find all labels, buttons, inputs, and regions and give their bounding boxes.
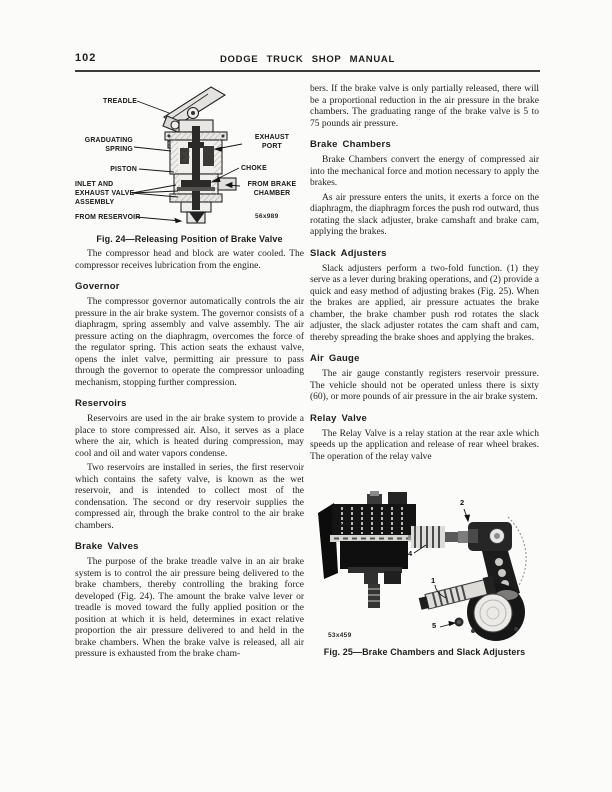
paragraph-reservoirs-1: Reservoirs are used in the air brake system to provide a place to store compressed air. Also, it serves as a place where the air, which is heated during compression, may cool and oil and water vapors condense. <box>75 414 304 459</box>
heading-brake-valves: Brake Valves <box>75 541 139 552</box>
figure-25 <box>310 491 539 643</box>
paragraph-slack-adjusters: Slack adjusters perform a two-fold function. (1) they serve as a lever during braking operations, and (2) provide a quick and easy method of adjusting brakes (Fig. 25). When the brakes are applied, air pressure actuates the brake chamber, the brake chamber push rod rotates the slack adjuster, the slack adjuster rotates the cam shaft and cam, thereby spreading the brake shoes and applying the brakes. <box>310 263 539 343</box>
left-column <box>75 86 304 664</box>
paragraph-governor: The compressor governor automatically controls the air pressure in the air brake system. The governor consists of a diaphragm, spring assembly and valve assembly. The air pressure acting on the diaphragm, overcomes the force of the regulator spring. This action seats the exhaust valve, opens the inlet valve, permitting air pressure to pass through the governor to operate the compressor unloading mechanism, stopping further compression. <box>75 297 304 388</box>
paragraph-brake-valves: The purpose of the brake treadle valve in an air brake system is to control the air pressure being delivered to the brake chambers, thereby controlling the braking force developed (Fig. 24). The amount the brake valve lever or treadle is moved toward the fully applied position or the position at which it is held, determines in exact relative proportion the air pressure delivered to and held in the brake chambers. When the brake valve is released, all air pressure is exhausted from the brake cham- <box>75 557 304 659</box>
figure-24-caption: Fig. 24—Releasing Position of Brake Valve <box>96 234 283 244</box>
figure-24 <box>75 86 304 244</box>
right-column <box>310 84 539 657</box>
page-number: 102 <box>75 52 97 64</box>
fig24-label-piston: PISTON <box>110 166 137 173</box>
heading-slack-adjusters: Slack Adjusters <box>310 247 387 259</box>
heading-brake-chambers: Brake Chambers <box>310 139 392 150</box>
paragraph-reservoirs-2: Two reservoirs are installed in series, the first reservoir which contains the safety valve, is known as the wet reservoir, and is intended to collect most of the condensation. The second or dry reservoir supplies the compressed air, through the brake control to the air brake chambers. <box>75 463 304 531</box>
header-rule <box>75 70 540 72</box>
fig24-label-choke: CHOKE <box>241 165 267 172</box>
paragraph-brake-chambers-1: Brake Chambers convert the energy of compressed air into the mechanical force and motion necessary to apply the brakes. <box>310 155 539 188</box>
paragraph-air-gauge: The air gauge constantly registers reservoir pressure. The vehicle should not be operated unless there is sixty (60), or more pounds of air pressure in the air brake system. <box>310 369 539 402</box>
fig25-callout-3: 3 <box>330 511 335 520</box>
brake-chamber-photo-part <box>318 491 418 608</box>
brake-valve-cross-section-diagram <box>75 86 304 230</box>
figure-25-caption: Fig. 25—Brake Chambers and Slack Adjusters <box>323 647 526 657</box>
paragraph-relay-valve: The Relay Valve is a relay station at the rear axle which speeds up the application and release of rear wheel brakes. The operation of the relay valve <box>310 428 539 462</box>
fig25-callout-1: 1 <box>431 576 436 585</box>
heading-governor: Governor <box>75 281 120 292</box>
fig24-label-from-reservoir: FROM RESERVOIR <box>75 214 141 221</box>
fig25-callout-5: 5 <box>432 621 437 630</box>
fig24-photo-code: 56x989 <box>255 213 279 220</box>
paragraph-brake-valve-continuation: bers. If the brake valve is only partially released, there will be a proportional reduction in the air pressure in the brake chambers. The graduating range of the brake valve is 5 to 75 pounds air pressure. <box>310 84 539 129</box>
fig24-label-from-brake-chamber: FROM BRAKE CHAMBER <box>247 181 297 197</box>
heading-air-gauge: Air Gauge <box>310 353 360 364</box>
valve-body <box>165 120 236 223</box>
brake-chamber-slack-adjuster-photo <box>310 491 539 643</box>
fig25-photo-code: 53x459 <box>328 632 352 639</box>
heading-relay-valve: Relay Valve <box>310 412 368 424</box>
heading-reservoirs: Reservoirs <box>75 398 127 409</box>
fig24-label-inlet-exhaust-valve-assembly: INLET AND EXHAUST VALVE ASSEMBLY <box>75 181 135 206</box>
fig24-label-exhaust-port: EXHAUST PORT <box>254 134 290 150</box>
fig24-label-graduating-spring: GRADUATING SPRING <box>84 137 133 153</box>
paragraph-compressor-cooling: The compressor head and block are water cooled. The compressor receives lubrication from the engine. <box>75 249 304 271</box>
fig25-callout-4: 4 <box>408 549 413 558</box>
fig25-callout-2: 2 <box>460 498 465 507</box>
fig24-label-treadle: TREADLE <box>103 98 137 105</box>
paragraph-brake-chambers-2: As air pressure enters the units, it exerts a force on the diaphragm, the diaphragm forces the push rod outward, thus rotating the slack adjuster, brake camshaft and brake cam, applying the brakes. <box>310 192 539 237</box>
page-title: DODGE TRUCK SHOP MANUAL <box>219 54 395 65</box>
